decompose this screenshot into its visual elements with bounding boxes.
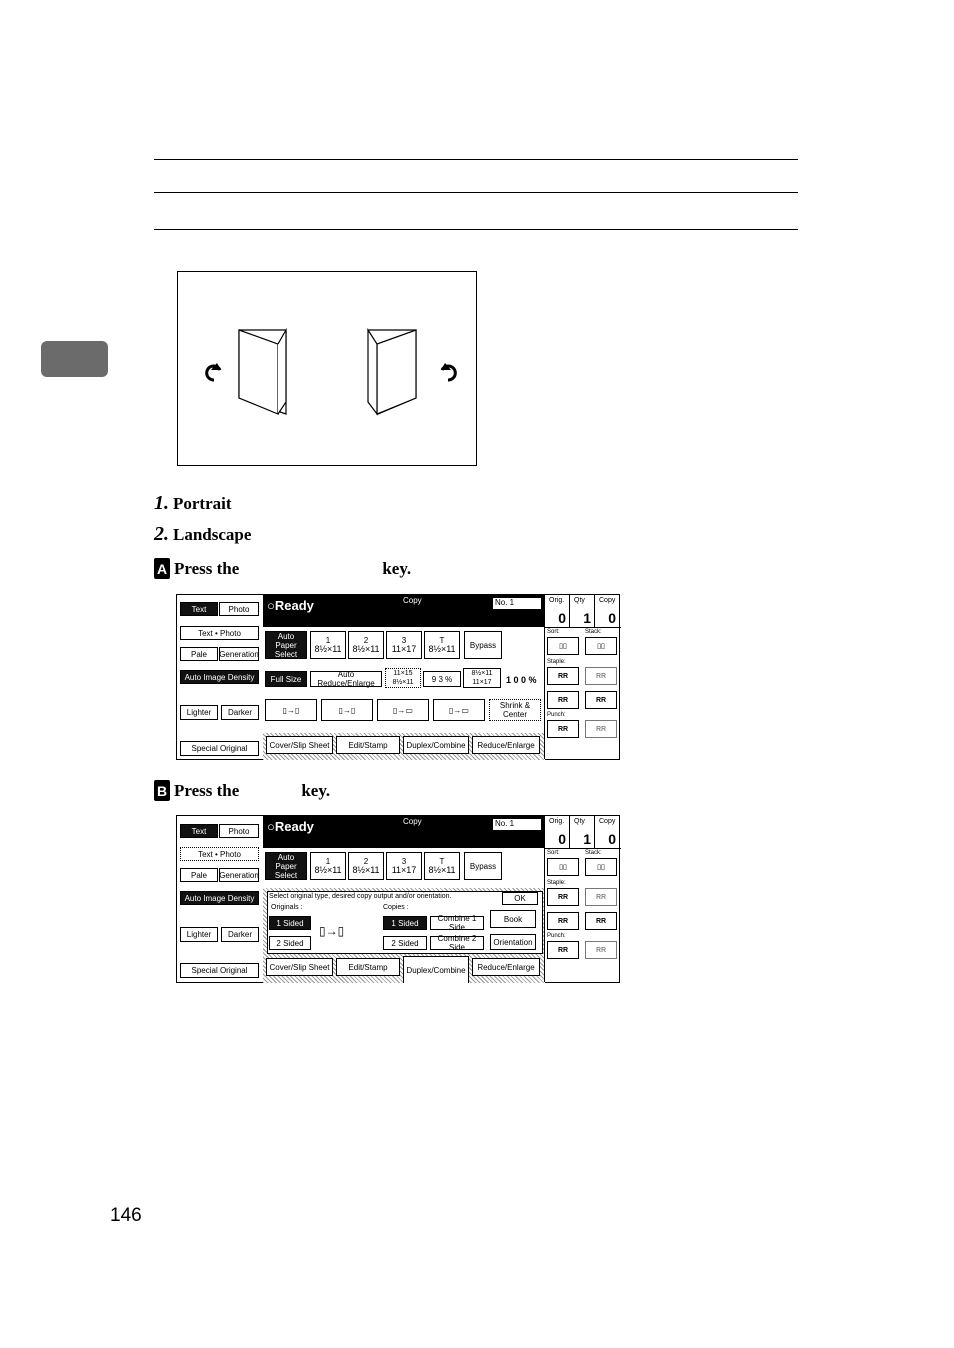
- tray-1-button[interactable]: 1 8½×11: [310, 852, 346, 880]
- stack-label: Stack:: [585, 850, 602, 856]
- staple-3-icon[interactable]: RR: [547, 691, 579, 709]
- tray-t-button[interactable]: T 8½×11: [424, 852, 460, 880]
- punch-2-icon[interactable]: RR: [585, 941, 617, 959]
- darker-button[interactable]: Darker: [221, 705, 259, 720]
- staple-1-icon[interactable]: RR: [547, 888, 579, 906]
- header-rule-1: [154, 159, 798, 160]
- status-bar: [263, 816, 545, 848]
- combine-2-side-button[interactable]: Combine 2 Side: [430, 936, 484, 950]
- originals-2-sided-button[interactable]: 2 Sided: [269, 936, 311, 950]
- text-button[interactable]: Text: [180, 824, 218, 838]
- copier-panel-1: [176, 594, 620, 760]
- copies-2-sided-button[interactable]: 2 Sided: [383, 936, 427, 950]
- pale-button[interactable]: Pale: [180, 647, 218, 661]
- status-bar: [263, 595, 545, 627]
- tab-edit-stamp[interactable]: Edit/Stamp: [336, 736, 400, 754]
- portrait-booklet-icon: [239, 330, 286, 414]
- auto-reduce-enlarge-button[interactable]: Auto Reduce/Enlarge: [310, 671, 382, 687]
- auto-image-density-button[interactable]: Auto Image Density: [180, 891, 259, 905]
- orientation-illustration: [178, 272, 476, 465]
- special-original-button[interactable]: Special Original: [180, 963, 259, 978]
- legend-portrait: 1. Portrait: [154, 492, 232, 514]
- punch-label: Punch:: [547, 933, 566, 939]
- photo-button[interactable]: Photo: [219, 824, 259, 838]
- tab-edit-stamp[interactable]: Edit/Stamp: [336, 958, 400, 976]
- text-button[interactable]: Text: [180, 602, 218, 616]
- ratio-preset-1-button[interactable]: 11×15 8½×11: [385, 668, 421, 688]
- punch-2-icon[interactable]: RR: [585, 720, 617, 738]
- staple-4-icon[interactable]: RR: [585, 691, 617, 709]
- staple-1-icon[interactable]: RR: [547, 667, 579, 685]
- punch-1-icon[interactable]: RR: [547, 720, 579, 738]
- originals-label: Originals :: [271, 904, 303, 911]
- book-button[interactable]: Book: [490, 910, 536, 928]
- copy-counter: Copy 0: [599, 597, 616, 626]
- pale-button[interactable]: Pale: [180, 868, 218, 882]
- orientation-button[interactable]: Orientation: [490, 934, 536, 950]
- auto-paper-select-button[interactable]: Auto Paper Select: [265, 852, 307, 880]
- combine-preset-1-button[interactable]: ▯→▭: [377, 699, 429, 721]
- step-1-icon: A: [154, 558, 170, 579]
- ready-status: ○Ready: [267, 598, 314, 613]
- tray-3-button[interactable]: 3 11×17: [386, 852, 422, 880]
- sort-label: Sort:: [547, 629, 560, 635]
- header-rule-2: [154, 192, 798, 193]
- full-size-button[interactable]: Full Size: [265, 671, 307, 687]
- landscape-booklet-icon: [368, 330, 416, 414]
- photo-button[interactable]: Photo: [219, 602, 259, 616]
- auto-paper-select-button[interactable]: Auto Paper Select: [265, 631, 307, 659]
- ratio-preset-3-button[interactable]: 8½×11 11×17: [463, 668, 501, 688]
- mode-label: Copy: [403, 817, 422, 826]
- ready-status: ○Ready: [267, 819, 314, 834]
- sort-label: Sort:: [547, 850, 560, 856]
- step-1: A Press the key.: [154, 558, 411, 579]
- tab-cover-slip-sheet[interactable]: Cover/Slip Sheet: [266, 736, 333, 754]
- job-number: No. 1: [493, 598, 541, 609]
- stack-icon[interactable]: ▯▯: [585, 858, 617, 876]
- orig-counter: Orig. 0: [545, 816, 570, 848]
- rotate-left-icon: [207, 363, 221, 380]
- mode-label: Copy: [403, 596, 422, 605]
- orig-counter: Orig. 0: [545, 595, 570, 627]
- copy-counter: Copy 0: [599, 818, 616, 847]
- page-number: 146: [110, 1205, 142, 1226]
- punch-label: Punch:: [547, 712, 566, 718]
- step-2-icon: B: [154, 780, 170, 801]
- copies-label: Copies :: [383, 904, 409, 911]
- darker-button[interactable]: Darker: [221, 927, 259, 942]
- text-photo-button[interactable]: Text • Photo: [180, 626, 259, 640]
- header-rule-3: [154, 229, 798, 230]
- staple-2-icon[interactable]: RR: [585, 888, 617, 906]
- combine-preset-2-button[interactable]: ▯→▭: [433, 699, 485, 721]
- originals-1-sided-button[interactable]: 1 Sided: [269, 916, 311, 930]
- stack-icon[interactable]: ▯▯: [585, 637, 617, 655]
- tray-2-button[interactable]: 2 8½×11: [348, 852, 384, 880]
- ratio-percent: 1 0 0 %: [506, 675, 537, 685]
- staple-3-icon[interactable]: RR: [547, 912, 579, 930]
- duplex-preset-2-button[interactable]: ▯→▯: [321, 699, 373, 721]
- tab-duplex-combine[interactable]: Duplex/Combine: [403, 956, 469, 983]
- staple-2-icon[interactable]: RR: [585, 667, 617, 685]
- duplex-flow-icon: ▯→▯: [319, 924, 345, 938]
- copier-panel-2: [176, 815, 620, 983]
- punch-1-icon[interactable]: RR: [547, 941, 579, 959]
- copies-1-sided-button[interactable]: 1 Sided: [383, 916, 427, 930]
- ok-button[interactable]: OK: [502, 892, 538, 905]
- ratio-preset-2-button[interactable]: 9 3 %: [423, 671, 461, 687]
- stack-label: Stack:: [585, 629, 602, 635]
- sort-icon[interactable]: ▯▯: [547, 858, 579, 876]
- tray-1-button[interactable]: 1 8½×11: [310, 631, 346, 659]
- generation-button[interactable]: Generation: [219, 647, 259, 661]
- staple-label: Staple:: [547, 659, 566, 665]
- step-2: B Press the key.: [154, 780, 330, 801]
- job-number: No. 1: [493, 819, 541, 830]
- combine-1-side-button[interactable]: Combine 1 Side: [430, 916, 484, 930]
- shrink-center-button[interactable]: Shrink & Center: [489, 699, 541, 721]
- qty-counter: Qty 1: [570, 816, 595, 848]
- bypass-button[interactable]: Bypass: [464, 852, 502, 880]
- duplex-instruction: Select original type, desired copy output and/or orientation.: [269, 893, 452, 900]
- tray-t-button[interactable]: T 8½×11: [424, 631, 460, 659]
- tray-3-button[interactable]: 3 11×17: [386, 631, 422, 659]
- chapter-tab: [41, 341, 108, 377]
- duplex-preset-1-button[interactable]: ▯→▯: [265, 699, 317, 721]
- tab-duplex-combine[interactable]: Duplex/Combine: [403, 736, 469, 754]
- bypass-button[interactable]: Bypass: [464, 631, 502, 659]
- text-photo-button[interactable]: Text • Photo: [180, 847, 259, 861]
- legend-landscape: 2. Landscape: [154, 523, 252, 545]
- tray-2-button[interactable]: 2 8½×11: [348, 631, 384, 659]
- staple-label: Staple:: [547, 880, 566, 886]
- lighter-button[interactable]: Lighter: [180, 705, 218, 720]
- tab-cover-slip-sheet[interactable]: Cover/Slip Sheet: [266, 958, 333, 976]
- sort-icon[interactable]: ▯▯: [547, 637, 579, 655]
- rotate-right-icon: [441, 363, 455, 380]
- staple-4-icon[interactable]: RR: [585, 912, 617, 930]
- auto-image-density-button[interactable]: Auto Image Density: [180, 670, 259, 684]
- generation-button[interactable]: Generation: [219, 868, 259, 882]
- tab-reduce-enlarge[interactable]: Reduce/Enlarge: [472, 736, 540, 754]
- lighter-button[interactable]: Lighter: [180, 927, 218, 942]
- special-original-button[interactable]: Special Original: [180, 741, 259, 756]
- qty-counter: Qty 1: [570, 595, 595, 627]
- orientation-figure: [177, 271, 477, 466]
- tab-reduce-enlarge[interactable]: Reduce/Enlarge: [472, 958, 540, 976]
